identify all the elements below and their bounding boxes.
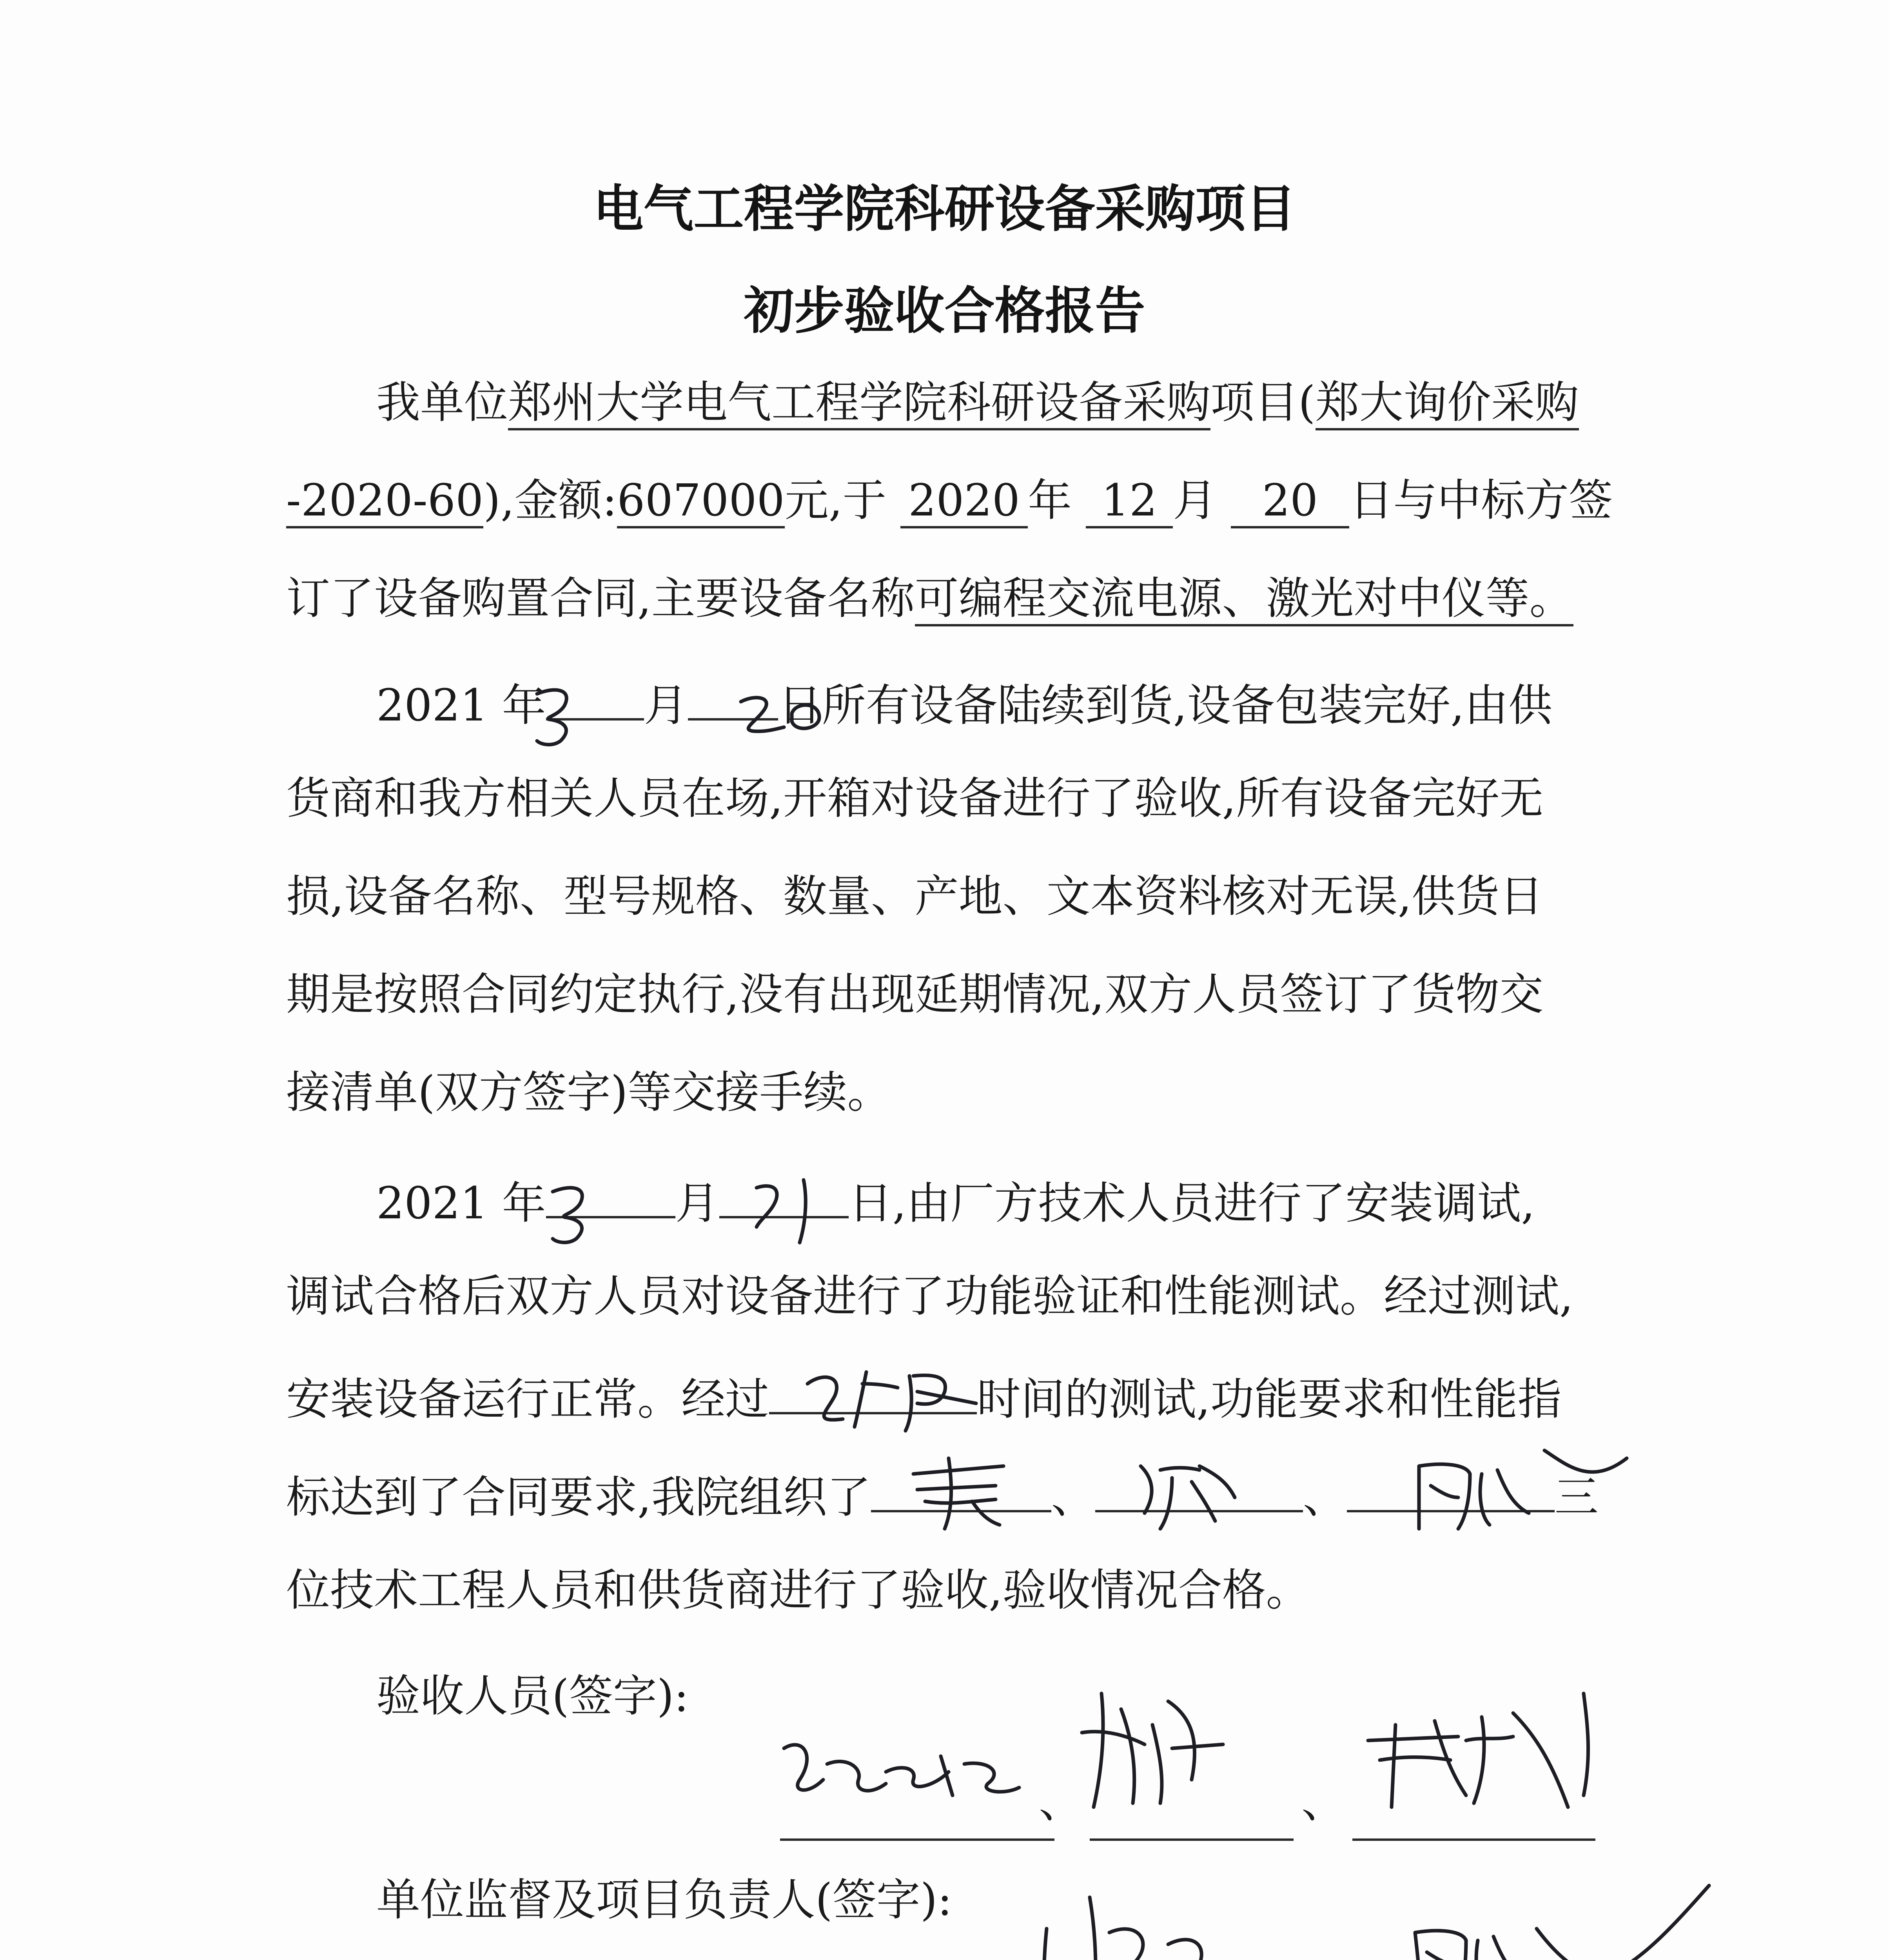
contract-year: 2020 (900, 475, 1028, 528)
separator: 、 (1039, 1777, 1083, 1828)
p1-text: 订了设备购置合同,主要设备名称 (286, 573, 915, 624)
year-char: 年 (1028, 475, 1072, 526)
handwritten-duration (800, 1356, 1019, 1443)
year-char: 年 (502, 1178, 546, 1229)
procurement-number-suffix: -2020-60 (286, 475, 483, 528)
month-char: 月 (1173, 475, 1217, 526)
p2-line5: 接清单(双方签字)等交接手续。 (286, 1067, 891, 1118)
document-title: 电气工程学院科研设备采购项目 (593, 180, 1296, 238)
month-char: 月 (644, 680, 688, 731)
separator: 、 (1051, 1472, 1095, 1523)
month-char: 月 (675, 1178, 719, 1229)
year-char: 年 (502, 680, 546, 731)
p1-text: 我单位 (376, 377, 508, 428)
separator: 、 (1303, 1472, 1347, 1523)
p1-text: 项目( (1210, 377, 1316, 428)
p1-line3 (286, 572, 1573, 626)
handwritten-install-date (537, 1164, 890, 1258)
handwritten-acceptance-signatures (768, 1678, 1631, 1858)
p3-line5: 位技术工程人员和供货商进行了验收,验收情况合格。 (286, 1565, 1310, 1616)
handwritten-engineer-names (902, 1443, 1725, 1544)
procurement-number: 郑大询价采购 (1316, 377, 1579, 430)
p1-text: 日与中标方签 (1349, 475, 1613, 526)
p2-line2: 货商和我方相关人员在场,开箱对设备进行了验收,所有设备完好无 (286, 773, 1544, 824)
p1-line1 (376, 376, 1579, 430)
p3-text: 三 (1554, 1472, 1599, 1523)
project-name: 郑州大学电气工程学院科研设备采购 (508, 377, 1210, 430)
p1-text: ),金额: (483, 475, 617, 526)
separator: 、 (1301, 1777, 1345, 1828)
p3-text: 时间的测试,功能要求和性能指 (977, 1374, 1562, 1425)
acceptance-label: 验收人员(签字): (376, 1671, 689, 1722)
contract-amount: 607000 (617, 475, 785, 528)
p1-text: 元,于 (784, 475, 887, 526)
p2-line4: 期是按照合同约定执行,没有出现延期情况,双方人员签订了货物交 (286, 969, 1544, 1020)
p3-text: 标达到了合同要求,我院组织了 (286, 1472, 871, 1523)
p1-line2 (286, 474, 1613, 528)
p2-line3: 损,设备名称、型号规格、数量、产地、文本资料核对无误,供货日 (286, 871, 1544, 922)
document-subtitle: 初步验收合格报告 (744, 282, 1145, 340)
supervisor-label: 单位监督及项目负责人(签字): (376, 1875, 953, 1926)
p3-text: 日,由厂方技术人员进行了安装调试, (848, 1178, 1535, 1229)
p2-text: 日所有设备陆续到货,设备包装完好,由供 (778, 680, 1552, 731)
handwritten-arrival-date (521, 666, 843, 760)
install-year: 2021 (376, 1178, 488, 1229)
p3-text: 安装设备运行正常。经过 (286, 1374, 769, 1425)
handwritten-supervisor-signatures (1019, 1842, 1764, 1960)
arrival-year: 2021 (376, 680, 488, 731)
contract-month: 12 (1086, 475, 1173, 528)
p3-line2: 调试合格后双方人员对设备进行了功能验证和性能测试。经过测试, (286, 1271, 1573, 1322)
contract-day: 20 (1231, 475, 1350, 528)
equipment-names: 可编程交流电源、激光对中仪等。 (915, 573, 1573, 626)
